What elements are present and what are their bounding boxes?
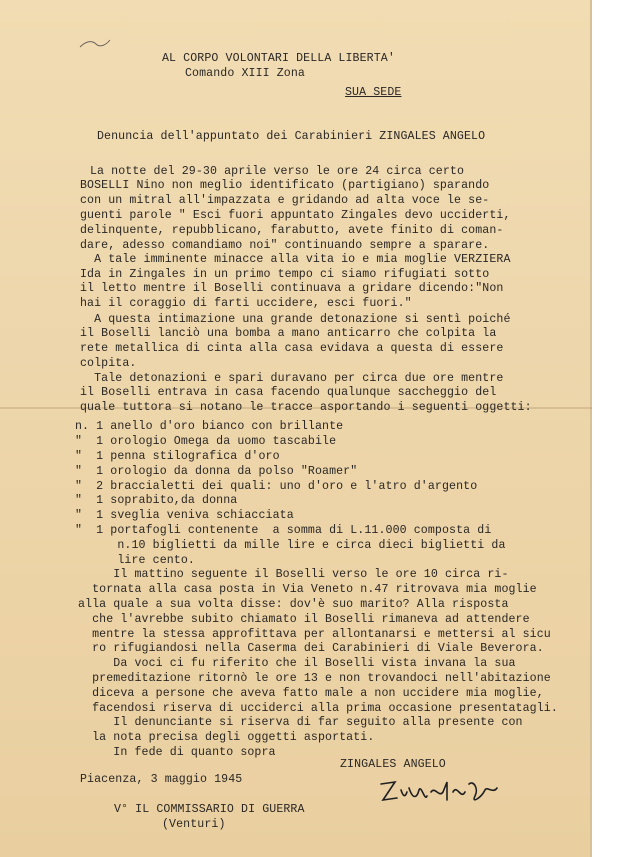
body-line: quale tuttora si notano le tracce asportando i seguenti oggetti: <box>80 401 532 414</box>
addressee: AL CORPO VOLONTARI DELLA LIBERTA' <box>162 52 395 65</box>
body-line: il letto mentre il Boselli continuava a gridare dicendo:"Non <box>80 282 504 295</box>
body-line: In fede di quanto sopra <box>78 746 276 759</box>
handwritten-signature <box>377 774 502 810</box>
body-line: rete metallica di cinta alla casa evidava a questa di essere <box>80 342 504 355</box>
commissioner-name: (Venturi) <box>162 818 226 831</box>
body-line: A tale imminente minacce alla vita io e mia moglie VERZIERA <box>80 253 511 266</box>
body-line: Da voci ci fu riferito che il Boselli vista invana la sua <box>78 657 516 670</box>
body-line: A questa intimazione una grande detonazione si sentì poiché <box>80 313 511 326</box>
body-line: mentre la stessa approfittava per allontanarsi e mettersi al sicu <box>78 628 551 641</box>
body-line: Ida in Zingales in un primo tempo ci siamo rifugiati sotto <box>80 268 490 281</box>
body-line: Tale detonazioni e spari duravano per circa due ore mentre <box>80 372 504 385</box>
command: Comando XIII Zona <box>185 67 305 80</box>
body-line: colpita. <box>80 357 137 370</box>
body-line: alla quale a sua volta disse: dov'è suo marito? Alla risposta <box>78 598 509 611</box>
body-line: tornata alla casa posta in Via Veneto n.47 ritrovava mia moglie <box>78 583 537 596</box>
body-line: ro rifugiandosi nella Caserma dei Carabinieri di Viale Beverora. <box>78 642 544 655</box>
body-line: Il mattino seguente il Boselli verso le ore 10 circa ri- <box>78 568 509 581</box>
body-line: il Boselli entrava in casa facendo qualunque saccheggio del <box>80 386 497 399</box>
body-line: con un mitral all'impazzata e gridando ad alta voce le se- <box>80 194 490 207</box>
subject-line: Denuncia dell'appuntato dei Carabinieri ZINGALES ANGELO <box>97 130 486 143</box>
body-line: il Boselli lanciò una bomba a mano anticarro che colpita la <box>80 327 497 340</box>
place-date: Piacenza, 3 maggio 1945 <box>80 773 243 786</box>
body-line: delinquente, repubblicano, farabutto, avete finito di coman- <box>80 224 504 237</box>
list-item: " 1 sveglia veniva schiacciata <box>75 509 294 522</box>
body-line: La notte del 29-30 aprile verso le ore 24 circa certo <box>90 165 465 178</box>
list-item: n.10 biglietti da mille lire e circa dieci biglietti da <box>75 539 506 552</box>
list-item: n. 1 anello d'oro bianco con brillante <box>75 420 344 433</box>
list-item: " 1 soprabito,da donna <box>75 494 238 507</box>
body-line: facendosi riserva di ucciderci alla prima occasione presentatagli. <box>78 702 558 715</box>
list-item: " 2 braccialetti dei quali: uno d'oro e l'atro d'argento <box>75 480 478 493</box>
list-item: " 1 penna stilografica d'oro <box>75 450 280 463</box>
body-line: che l'avrebbe subito chiamato il Boselli rimaneva ad attendere <box>78 613 530 626</box>
signer-name: ZINGALES ANGELO <box>340 758 446 771</box>
list-item: " 1 orologio da donna da polso "Roamer" <box>75 465 358 478</box>
body-line: Il denunciante si riserva di far seguito alla presente con <box>78 716 523 729</box>
body-line: premeditazione ritornò le ore 13 e non trovandoci nell'abitazione <box>78 672 551 685</box>
pencil-mark-icon <box>78 37 112 51</box>
body-line: BOSELLI Nino non meglio identificato (partigiano) sparando <box>80 179 490 192</box>
body-line: guenti parole " Esci fuori appuntato Zingales devo ucciderti, <box>80 209 511 222</box>
commissioner-title: V° IL COMMISSARIO DI GUERRA <box>114 803 305 816</box>
list-item: lire cento. <box>75 554 195 567</box>
body-line: diceva a persone che aveva fatto male a non uccidere mia moglie, <box>78 687 544 700</box>
body-line: hai il coraggio di farti uccidere, esci fuori." <box>80 297 412 310</box>
seat: SUA SEDE <box>345 86 402 99</box>
body-line: la nota precisa degli oggetti asportati. <box>78 731 375 744</box>
list-item: " 1 portafogli contenente a somma di L.11.000 composta di <box>75 524 492 537</box>
list-item: " 1 orologio Omega da uomo tascabile <box>75 435 337 448</box>
body-line: dare, adesso comandiamo noi" continuando sempre a sparare. <box>80 239 490 252</box>
